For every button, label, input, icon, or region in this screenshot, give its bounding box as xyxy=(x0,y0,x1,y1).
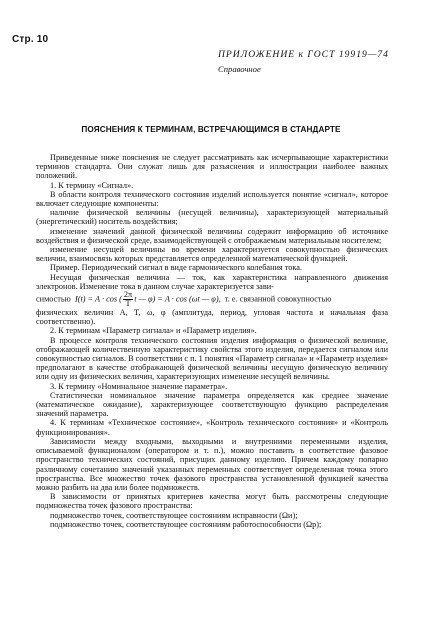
paragraph-component-1: наличие физической величины (несущей величины), характеризующей материальный (энергетический) носитель воздействия; xyxy=(36,208,388,227)
formula-suffix: т. е. связанной совокупностью xyxy=(224,294,332,304)
paragraph-nominal-explanation: Статистически номинальное значение параметра определяется как среднее значение (математическое ожидание), характеризующее соответствующую функцию распределения значений параметра. xyxy=(36,390,388,419)
fraction-denominator: T xyxy=(125,299,131,309)
paragraph-term-parameters: 2. К терминам «Параметр сигнала» и «Параметр изделия». xyxy=(50,326,257,336)
reference-label: Справочное xyxy=(218,64,261,74)
paragraph-example: Пример. Периодический сигнал в виде гармонического колебания тока. xyxy=(50,263,302,273)
paragraph-component-2: изменение значений данной физической величины содержит информацию об источнике воздействия и физической среде, взаимодействующей с отображаемым материальным носителем; xyxy=(36,226,388,245)
formula-lhs: I(t) = A · cos ( xyxy=(74,294,122,304)
body-text xyxy=(36,153,388,529)
paragraph-component-3: изменение несущей величины во времени характеризуется совокупностью физических величин, взаимосвязь которых представляется определенной математической функцией. xyxy=(36,245,388,264)
paragraph-intro: Приведенные ниже пояснения не следует рассматривать как исчерпывающие характеристики терминов стандарта. Они служат лишь для разъяснения и иллюстрации наиболее важных положений. xyxy=(36,153,388,181)
paragraph-signal-concept: В области контроля технического состояния изделий используется понятие «сигнал», которое включает следующие компоненты: xyxy=(36,189,388,209)
paragraph-subset-operable: подмножество точек, соответствующее состояниям работоспособности (Ωр); xyxy=(50,519,322,529)
paragraph-quantities: физических величин A, T, ω, φ (амплитуда, период, угловая частота и начальная фаза соответственно). xyxy=(36,308,388,327)
paragraph-phase-space: Зависимости между входными, выходными и внутренними переменными изделия, описываемой функционалом (оператором и т. п.), можно поставить в соответствие фазовое пространство технических состояний, присущих данному изделию. Причем каждому попарно различному сочетанию значений указанных переменных соответствует определенная точка этого пространства. Все множество точек фазового пространства установленной функцией качества можно разбить на два или более подмножеств. xyxy=(36,436,388,492)
paragraph-term-nominal: 3. К термину «Номинальное значение параметра». xyxy=(50,381,228,391)
formula-fraction xyxy=(123,291,133,308)
paragraph-term-state: 4. К терминам «Техническое состояние», «Контроль технического состояния» и «Контроль функционирования». xyxy=(36,418,388,437)
page-number: Стр. 10 xyxy=(12,34,49,45)
formula-rest: t — φ) = A · cos (ωt — φ), xyxy=(134,294,221,304)
paragraph-term-signal: 1. К термину «Сигнал». xyxy=(50,180,134,190)
appendix-heading: ПРИЛОЖЕНИЕ к ГОСТ 19919—74 xyxy=(218,49,389,60)
paragraph-carrier: Несущая физическая величина — ток, как характеристика направленного движения электронов. Изменение тока в данном случае характеризуется зави- xyxy=(36,272,388,291)
formula-line xyxy=(36,291,388,308)
paragraph-parameters-explanation: В процессе контроля технического состояния изделия информация о физической величине, отображающей количественную характеристику свойства этого изделия, передается сигналом или совокупностью сигналов. В соответствии с п. 1 понятия «Параметр сигнала» и «Параметр изделия» предполагают в качестве отображающей физической величины несущую физическую величину или одну из физических величин, характеризующих изменение несущей величины. xyxy=(36,335,388,382)
section-title: ПОЯСНЕНИЯ К ТЕРМИНАМ, ВСТРЕЧАЮЩИМСЯ В СТАНДАРТЕ xyxy=(81,125,341,134)
fraction-numerator: 2π xyxy=(123,290,133,300)
paragraph-subset-serviceable: подмножество точек, соответствующее состояниям исправности (Ωи); xyxy=(50,510,298,520)
paragraph-quality-criteria: В зависимости от принятых критериев качества могут быть рассмотрены следующие подмножества точек фазового пространства: xyxy=(36,492,388,511)
formula-prefix: симостью xyxy=(36,294,71,304)
